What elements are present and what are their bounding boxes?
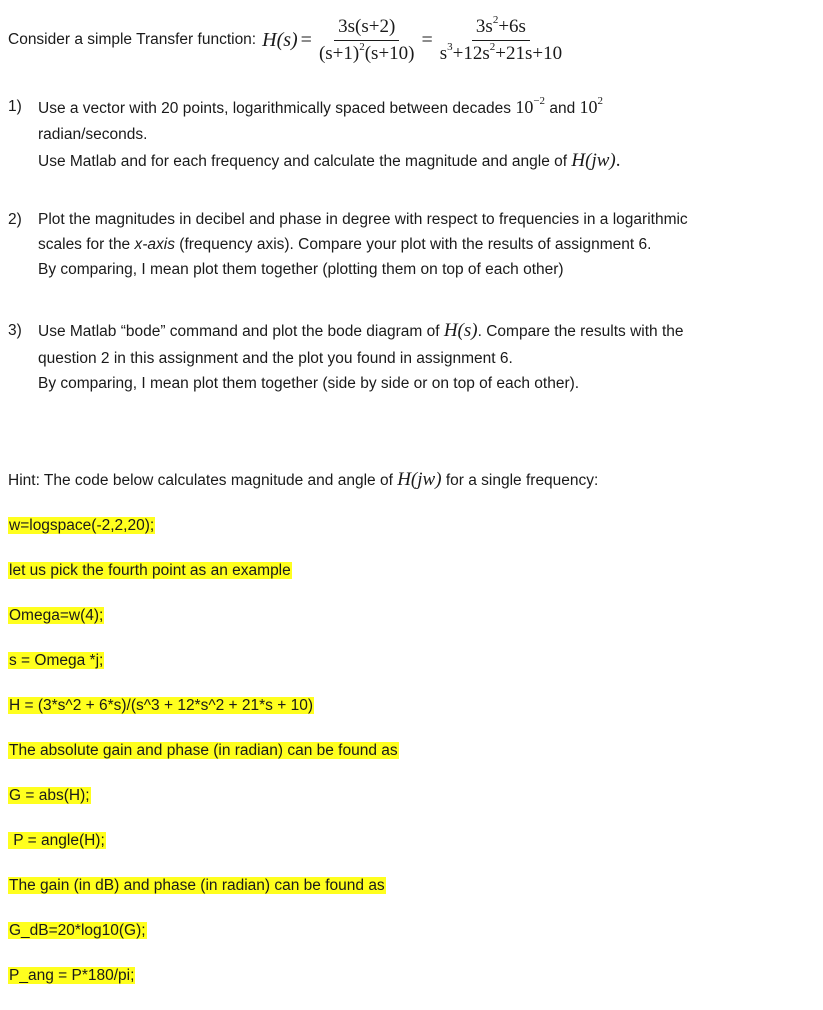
code-line-row (8, 965, 808, 1010)
q1-text-a: Use a vector with 20 points, logarithmically spaced between decades (38, 100, 512, 117)
fraction-expanded-denominator (436, 41, 566, 65)
question-1 (8, 96, 813, 176)
transfer-function-header (8, 12, 566, 68)
question-2-line-3: By comparing, I mean plot them together (plotting them on top of each other) (38, 261, 564, 278)
q3-text-b: . Compare the results with the (477, 323, 684, 340)
q1-decade-high (580, 97, 604, 117)
code-line-row (8, 830, 808, 875)
den-exponent-1: 3 (447, 40, 453, 53)
q1-exponent-2: 2 (597, 95, 604, 107)
code-line: The gain (in dB) and phase (in radian) can be found as (9, 877, 385, 894)
equals-sign-2: = (421, 28, 433, 51)
question-1-line-1 (38, 96, 808, 120)
q1-decade-low (515, 97, 545, 117)
hint-text-a: Hint: The code below calculates magnitude and angle of (8, 472, 393, 489)
code-line: P_ang = P*180/pi; (9, 967, 135, 984)
num-term-1: 3s (475, 15, 493, 37)
q1-and: and (549, 100, 576, 117)
question-2-text (38, 209, 808, 281)
code-line-row (8, 920, 808, 965)
question-3-line-1 (38, 320, 808, 343)
num-term-2: +6s (498, 15, 526, 37)
code-line-row (8, 605, 808, 650)
code-line-row (8, 560, 808, 605)
hint-hjw-math: H(jw) (397, 469, 442, 490)
q1-base-1: 10 (515, 97, 534, 117)
den-factor-2: (s+10) (364, 42, 415, 64)
equals-sign-1: = (300, 28, 312, 51)
den-term-2: +12s (452, 42, 490, 64)
lhs-math: H(s) (262, 28, 298, 51)
den-term-1: s (439, 42, 448, 64)
den-term-3: +21s+10 (495, 42, 563, 64)
q1-hjw-math: H(jw) (571, 150, 616, 171)
hint-paragraph (8, 469, 598, 492)
q1-base-2: 10 (579, 97, 598, 117)
code-line: P = angle(H); (9, 832, 105, 849)
q2-x-axis: x-axis (134, 236, 175, 253)
code-line-row (8, 695, 808, 740)
question-1-text (38, 96, 808, 173)
question-2-line-2 (38, 234, 808, 256)
question-1-number: 1) (8, 98, 22, 115)
q1-exponent-1: −2 (533, 95, 546, 107)
question-3 (8, 320, 813, 400)
code-line-row (8, 785, 808, 830)
hint-text-b: for a single frequency: (445, 472, 599, 489)
code-block (8, 515, 808, 1010)
code-line: H = (3*s^2 + 6*s)/(s^3 + 12*s^2 + 21*s + 10) (9, 697, 313, 714)
code-line: The absolute gain and phase (in radian) can be found as (9, 742, 398, 759)
code-line-row (8, 650, 808, 695)
num-exponent: 2 (492, 13, 499, 26)
question-1-line-3 (38, 150, 808, 173)
q2-text-b: (frequency axis). Compare your plot with the results of assignment 6. (179, 236, 652, 253)
question-3-line-3: By comparing, I mean plot them together (side by side or on top of each other). (38, 375, 580, 392)
fraction-factored-numerator: 3s(s+2) (334, 16, 399, 41)
question-2-number: 2) (8, 211, 22, 228)
fraction-factored-denominator (315, 41, 419, 65)
fraction-factored (315, 16, 419, 65)
code-line: s = Omega *j; (9, 652, 104, 669)
question-2 (8, 209, 813, 289)
question-1-line-2: radian/seconds. (38, 126, 148, 143)
q1-line3-text: Use Matlab and for each frequency and calculate the magnitude and angle of (38, 153, 568, 170)
question-2-line-1: Plot the magnitudes in decibel and phase in degree with respect to frequencies in a logarithmic (38, 211, 688, 228)
code-line-row (8, 740, 808, 785)
fraction-expanded (436, 13, 566, 65)
q3-text-a: Use Matlab “bode” command and plot the bode diagram of (38, 323, 440, 340)
den-exponent-2: 2 (489, 40, 496, 53)
code-line-row (8, 515, 808, 560)
q3-hs-math: H(s) (443, 320, 478, 341)
code-line: Omega=w(4); (9, 607, 104, 624)
intro-text: Consider a simple Transfer function: (8, 31, 257, 48)
den-exponent: 2 (359, 40, 365, 53)
code-line: G = abs(H); (9, 787, 90, 804)
question-3-text (38, 320, 808, 395)
den-factor-1: (s+1) (318, 42, 360, 64)
code-line: let us pick the fourth point as an example (9, 562, 291, 579)
q2-text-a: scales for the (38, 236, 131, 253)
code-line: G_dB=20*log10(G); (9, 922, 146, 939)
question-3-number: 3) (8, 322, 22, 339)
code-line: w=logspace(-2,2,20); (9, 517, 155, 534)
code-line-row (8, 875, 808, 920)
fraction-expanded-numerator (472, 13, 530, 41)
q1-period: . (615, 150, 621, 171)
question-3-line-2: question 2 in this assignment and the plot you found in assignment 6. (38, 350, 513, 367)
